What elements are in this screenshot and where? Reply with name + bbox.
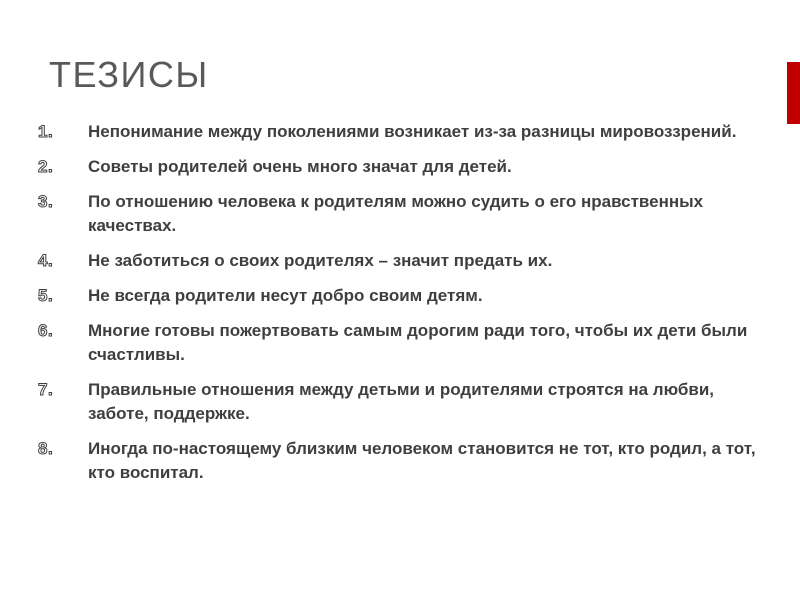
thesis-number: 1. <box>38 122 54 141</box>
thesis-number: 8. <box>38 439 54 458</box>
thesis-number: 7. <box>38 380 54 399</box>
thesis-number: 3. <box>38 192 54 211</box>
thesis-text: Непонимание между поколениями возникает из-за разницы мировоззрений. <box>88 122 737 141</box>
thesis-text: Не заботиться о своих родителях – значит предать их. <box>88 251 553 270</box>
title-accent-bar <box>787 62 800 124</box>
thesis-item-3 <box>38 190 758 238</box>
thesis-item-7 <box>38 378 758 426</box>
thesis-item-8 <box>38 437 758 485</box>
thesis-item-4 <box>38 249 758 273</box>
thesis-text: Иногда по-настоящему близким человеком становится не тот, кто родил, а тот, кто воспитал. <box>88 439 756 482</box>
thesis-number: 4. <box>38 251 54 270</box>
slide-title: ТЕЗИСЫ <box>49 54 209 95</box>
thesis-item-6 <box>38 319 758 367</box>
thesis-item-2 <box>38 155 758 179</box>
thesis-item-1 <box>38 120 758 144</box>
thesis-text: Советы родителей очень много значат для детей. <box>88 157 512 176</box>
thesis-text: По отношению человека к родителям можно судить о его нравственных качествах. <box>88 192 704 235</box>
thesis-number: 5. <box>38 286 54 305</box>
thesis-number: 6. <box>38 321 54 340</box>
thesis-number: 2. <box>38 157 54 176</box>
thesis-text: Правильные отношения между детьми и родителями строятся на любви, заботе, поддержке. <box>88 380 714 423</box>
thesis-item-5 <box>38 284 758 308</box>
thesis-list <box>38 120 758 496</box>
thesis-text: Не всегда родители несут добро своим детям. <box>88 286 483 305</box>
thesis-text: Многие готовы пожертвовать самым дорогим ради того, чтобы их дети были счастливы. <box>88 321 748 364</box>
